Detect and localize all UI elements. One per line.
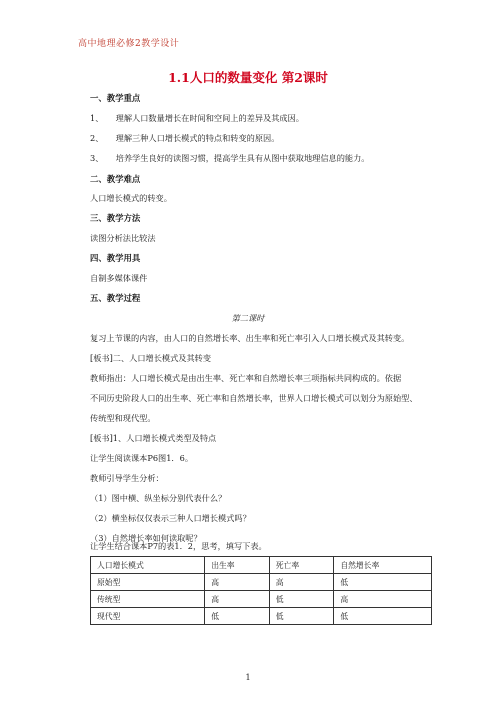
board-note-1: [板书]二、人口增长模式及其转变 (90, 353, 212, 363)
table-header-cell: 出生率 (205, 557, 270, 574)
table-cell: 现代型 (91, 608, 205, 625)
question-2: （2）横坐标仅仅表示三种人口增长模式吗？ (90, 513, 251, 523)
reading-instruction: 让学生阅读课本P6图1．6。 (90, 453, 194, 463)
table-header-cell: 死亡率 (269, 557, 334, 574)
table-row (91, 608, 432, 625)
table-cell: 高 (205, 591, 270, 608)
table-intro: 让学生结合课本P7的表1．2，思考，填写下表。 (90, 541, 267, 551)
table-cell: 低 (205, 608, 270, 625)
table-header-cell: 人口增长模式 (91, 557, 205, 574)
difficulty-text: 人口增长模式的转变。 (90, 193, 172, 203)
table-cell: 低 (334, 608, 432, 625)
table-cell: 低 (269, 591, 334, 608)
teacher-note-line-2: 不同历史阶段人口的出生率、死亡率和自然增长率，世界人口增长模式可以划分为原始型、 (90, 393, 418, 403)
table-cell: 原始型 (91, 574, 205, 591)
question-1: （1）图中横、纵坐标分别代表什么？ (90, 493, 227, 503)
table-cell: 高 (205, 574, 270, 591)
teacher-note-line-3: 传统型和现代型。 (90, 413, 156, 423)
teacher-note-line-1: 教师指出：人口增长模式是由出生率、死亡率和自然增长率三项指标共同构成的。依据 (90, 373, 402, 383)
table-header-row (91, 557, 432, 574)
header-note: 高中地理必修2教学设计 (78, 39, 180, 49)
review-text: 复习上节课的内容，由人口的自然增长率、出生率和死亡率引入人口增长模式及其转变。 (90, 333, 410, 343)
question-3: （3）自然增长率如何读取呢？ (90, 533, 202, 543)
table-cell: 高 (269, 574, 334, 591)
table-cell: 低 (334, 574, 432, 591)
method-heading: 三、教学方法 (90, 213, 141, 223)
table-cell: 低 (269, 608, 334, 625)
table-row (91, 574, 432, 591)
focus-item-1: 1、 理解人口数量增长在时间和空间上的差异及其成因。 (90, 113, 304, 123)
table-row (91, 591, 432, 608)
page-number: 1 (245, 673, 251, 682)
growth-model-table (90, 556, 432, 625)
table-header-cell: 自然增长率 (334, 557, 432, 574)
difficulty-heading: 二、教学难点 (90, 174, 141, 184)
focus-heading: 一、教学重点 (90, 93, 141, 103)
method-text: 读图分析法比较法 (90, 233, 156, 243)
guide-text: 教师引导学生分析： (90, 473, 164, 483)
process-heading: 五、教学过程 (90, 293, 141, 303)
focus-item-3: 3、 培养学生良好的读图习惯，提高学生具有从图中获取地理信息的能力。 (90, 153, 370, 163)
page-title: 1.1人口的数量变化 第2课时 (168, 70, 328, 85)
board-note-2: [板书]1、人口增长模式类型及特点 (90, 433, 217, 443)
lesson-label: 第二课时 (231, 313, 265, 323)
tools-text: 自制多媒体课件 (90, 273, 148, 283)
tools-heading: 四、教学用具 (90, 253, 141, 263)
table-cell: 高 (334, 591, 432, 608)
focus-item-2: 2、 理解三种人口增长模式的特点和转变的原因。 (90, 133, 280, 143)
table-cell: 传统型 (91, 591, 205, 608)
